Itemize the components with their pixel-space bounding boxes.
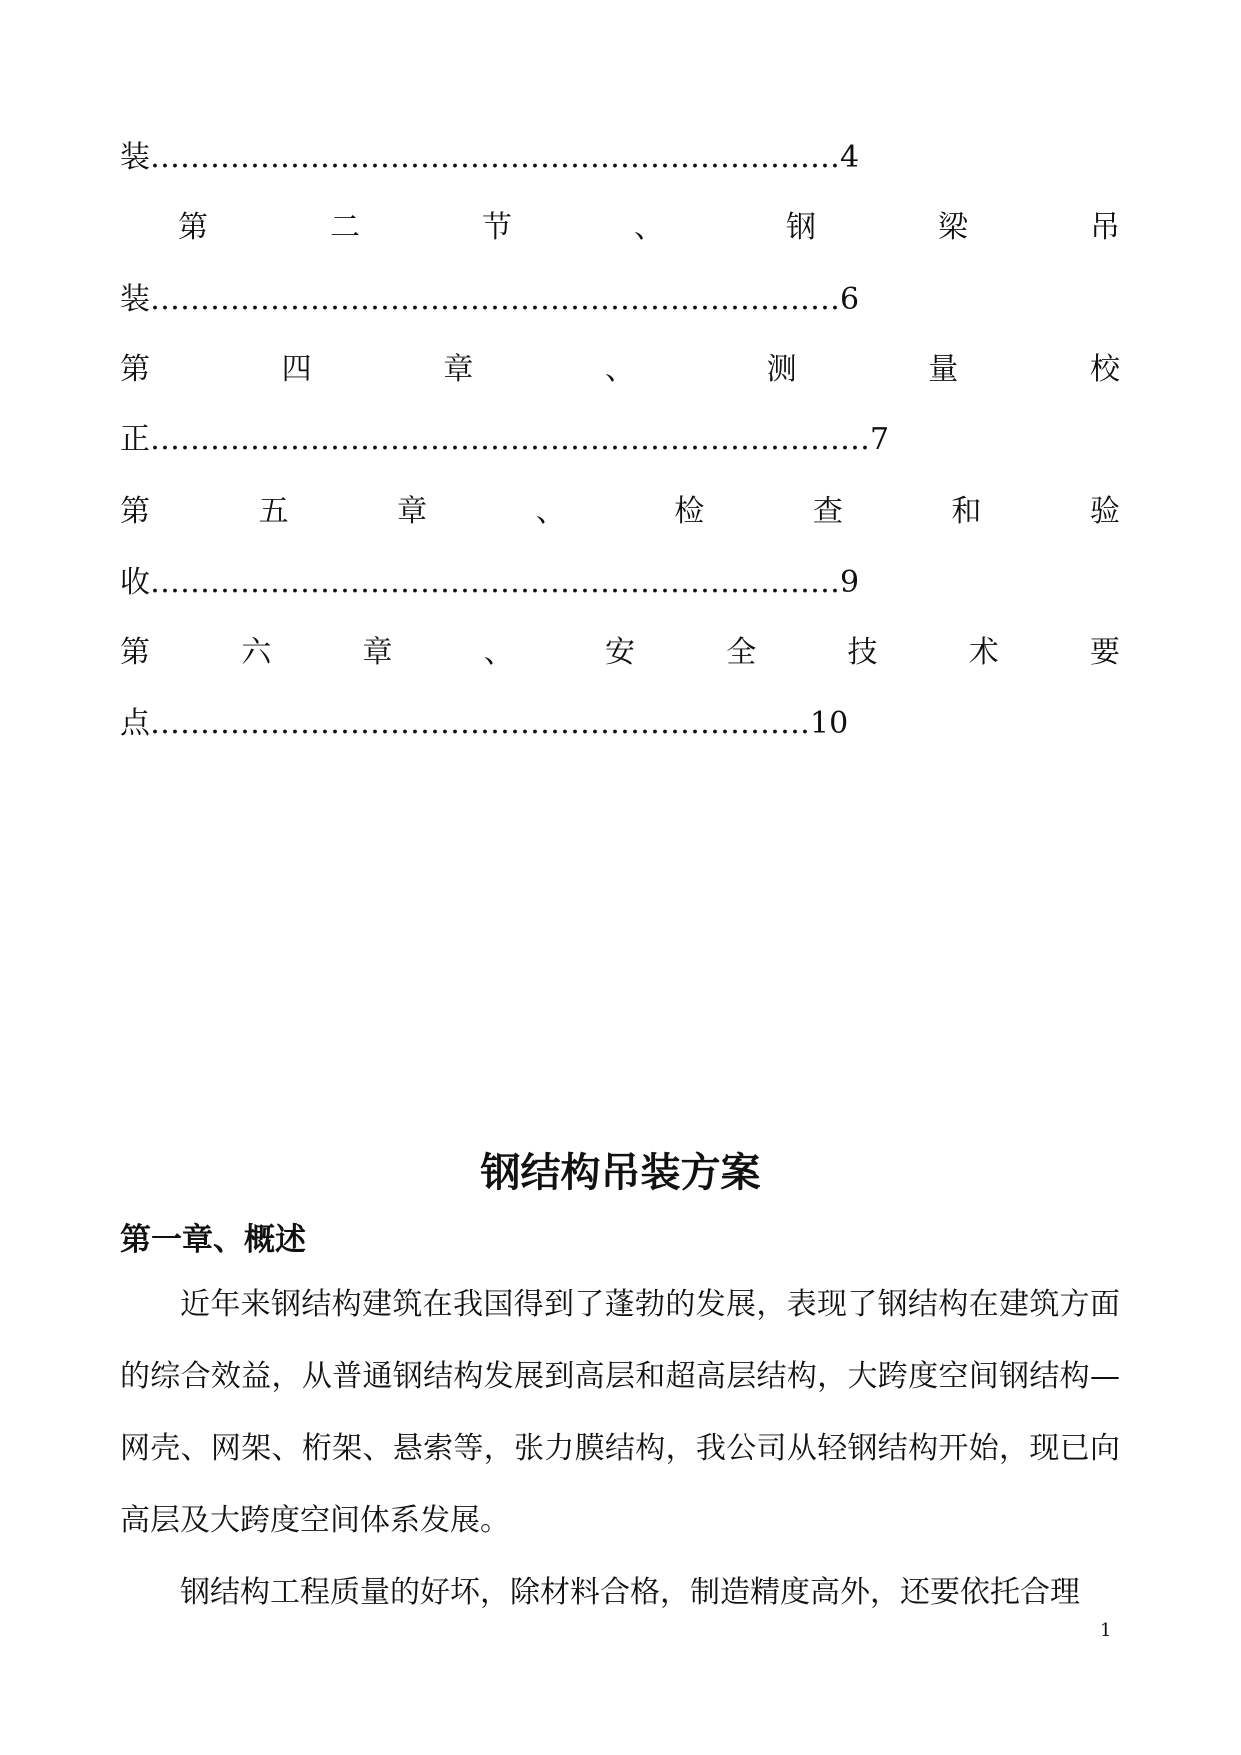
toc-char: 技 bbox=[847, 635, 878, 670]
toc-char: 校 bbox=[1089, 352, 1120, 387]
toc-char: 检 bbox=[674, 494, 705, 529]
toc-char: 第 bbox=[120, 352, 150, 387]
toc-char: 第 bbox=[178, 210, 208, 245]
toc-char: 吊 bbox=[1090, 210, 1120, 245]
toc-char: 查 bbox=[812, 494, 843, 529]
toc-char: 第 bbox=[120, 635, 150, 670]
toc-char: 量 bbox=[928, 352, 959, 387]
toc-line-1: 装……………………………………………………………4 bbox=[120, 140, 860, 175]
toc-chapter-6-heading bbox=[120, 633, 1120, 673]
toc-char: 、 bbox=[483, 635, 514, 670]
toc-char: 五 bbox=[258, 494, 289, 529]
toc-char: 章 bbox=[397, 494, 428, 529]
toc-line-9: 点…………………………………………………………10 bbox=[120, 706, 849, 741]
toc-char: 术 bbox=[968, 635, 999, 670]
toc-char: 、 bbox=[535, 494, 566, 529]
toc-char: 二 bbox=[330, 210, 360, 245]
toc-char: 章 bbox=[362, 635, 393, 670]
paragraph: 近年来钢结构建筑在我国得到了蓬勃的发展，表现了钢结构在建筑方面的综合效益，从普通钢结构发展到高层和超高层结构，大跨度空间钢结构—网壳、网架、桁架、悬索等，张力膜结构，我公司从轻钢结构开始，现已向高层及大跨度空间体系发展。 bbox=[120, 1287, 1120, 1538]
toc-section-2-heading bbox=[178, 208, 1120, 248]
toc-chapter-5-heading bbox=[120, 492, 1120, 532]
toc-char: 安 bbox=[605, 635, 635, 670]
toc-line-3: 装……………………………………………………………6 bbox=[120, 282, 860, 317]
toc-char: 四 bbox=[281, 352, 312, 387]
toc-char: 梁 bbox=[938, 210, 968, 245]
toc-char: 钢 bbox=[786, 210, 816, 245]
toc-line-7: 收……………………………………………………………9 bbox=[120, 565, 860, 600]
toc-char: 全 bbox=[726, 635, 757, 670]
toc-char: 和 bbox=[951, 494, 982, 529]
page-number: 1 bbox=[1100, 1620, 1112, 1641]
toc-char: 六 bbox=[241, 635, 272, 670]
toc-char: 要 bbox=[1090, 635, 1120, 670]
toc-char: 第 bbox=[120, 494, 150, 529]
toc-chapter-4-heading bbox=[120, 350, 1120, 390]
toc-char: 节 bbox=[482, 210, 512, 245]
toc-char: 、 bbox=[634, 210, 664, 245]
chapter-heading: 第一章、概述 bbox=[120, 1222, 306, 1258]
toc-char: 测 bbox=[766, 352, 797, 387]
toc-line-5: 正………………………………………………………………7 bbox=[120, 422, 890, 457]
toc-char: 验 bbox=[1089, 494, 1120, 529]
toc-char: 章 bbox=[443, 352, 474, 387]
toc-char: 、 bbox=[604, 352, 635, 387]
document-title: 钢结构吊装方案 bbox=[480, 1150, 761, 1196]
paragraph: 钢结构工程质量的好坏，除材料合格，制造精度高外，还要依托合理 bbox=[180, 1575, 1080, 1610]
